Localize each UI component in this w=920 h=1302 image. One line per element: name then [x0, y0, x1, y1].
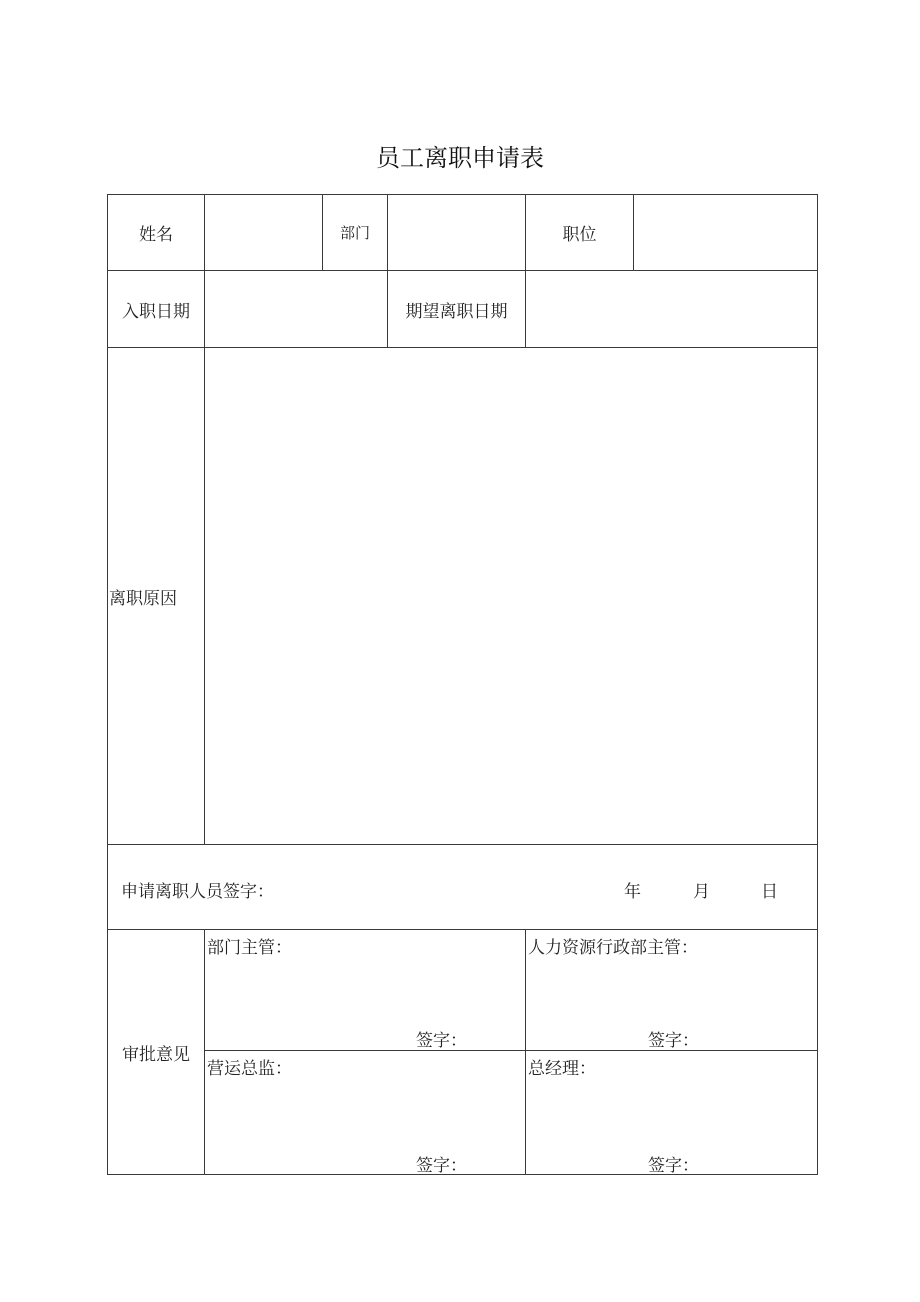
department-label: 部门 [339, 224, 370, 242]
approval-divider [204, 1050, 818, 1051]
hr-manager-sign-label: 签字： [648, 1031, 699, 1051]
form-title: 员工离职申请表 [376, 144, 544, 172]
expected-leave-date-label: 期望离职日期 [405, 301, 508, 322]
position-label: 职位 [562, 225, 597, 245]
name-label: 姓名 [139, 225, 173, 245]
ops-director-sign-label: 签字： [416, 1156, 467, 1176]
name-field[interactable] [205, 195, 322, 270]
department-field[interactable] [388, 195, 525, 270]
dept-manager-opinion-field[interactable] [205, 958, 525, 1020]
applicant-signature-field[interactable] [290, 860, 610, 915]
ops-director-opinion-field[interactable] [205, 1080, 525, 1145]
table-border-right [817, 194, 818, 1175]
row-divider [107, 929, 818, 930]
approval-label: 审批意见 [122, 1044, 190, 1065]
position-field[interactable] [634, 195, 817, 270]
hire-date-field[interactable] [205, 271, 387, 347]
dept-manager-sign-label: 签字： [416, 1031, 467, 1051]
hr-manager-label: 人力资源行政部主管： [528, 938, 698, 958]
dept-manager-label: 部门主管： [207, 938, 292, 958]
general-manager-label: 总经理： [528, 1059, 596, 1079]
leave-reason-field[interactable] [205, 348, 817, 844]
year-label: 年 [624, 882, 641, 902]
hr-manager-opinion-field[interactable] [526, 958, 817, 1020]
day-label: 日 [761, 882, 778, 902]
month-label: 月 [693, 882, 710, 902]
ops-director-label: 营运总监： [207, 1059, 292, 1079]
expected-leave-date-field[interactable] [526, 271, 817, 347]
row-divider [107, 844, 818, 845]
general-manager-sign-label: 签字： [648, 1156, 699, 1176]
applicant-signature-label: 申请离职人员签字： [121, 882, 274, 902]
hire-date-label: 入职日期 [122, 301, 190, 322]
leave-reason-label: 离职原因 [109, 588, 177, 609]
general-manager-opinion-field[interactable] [526, 1080, 817, 1145]
